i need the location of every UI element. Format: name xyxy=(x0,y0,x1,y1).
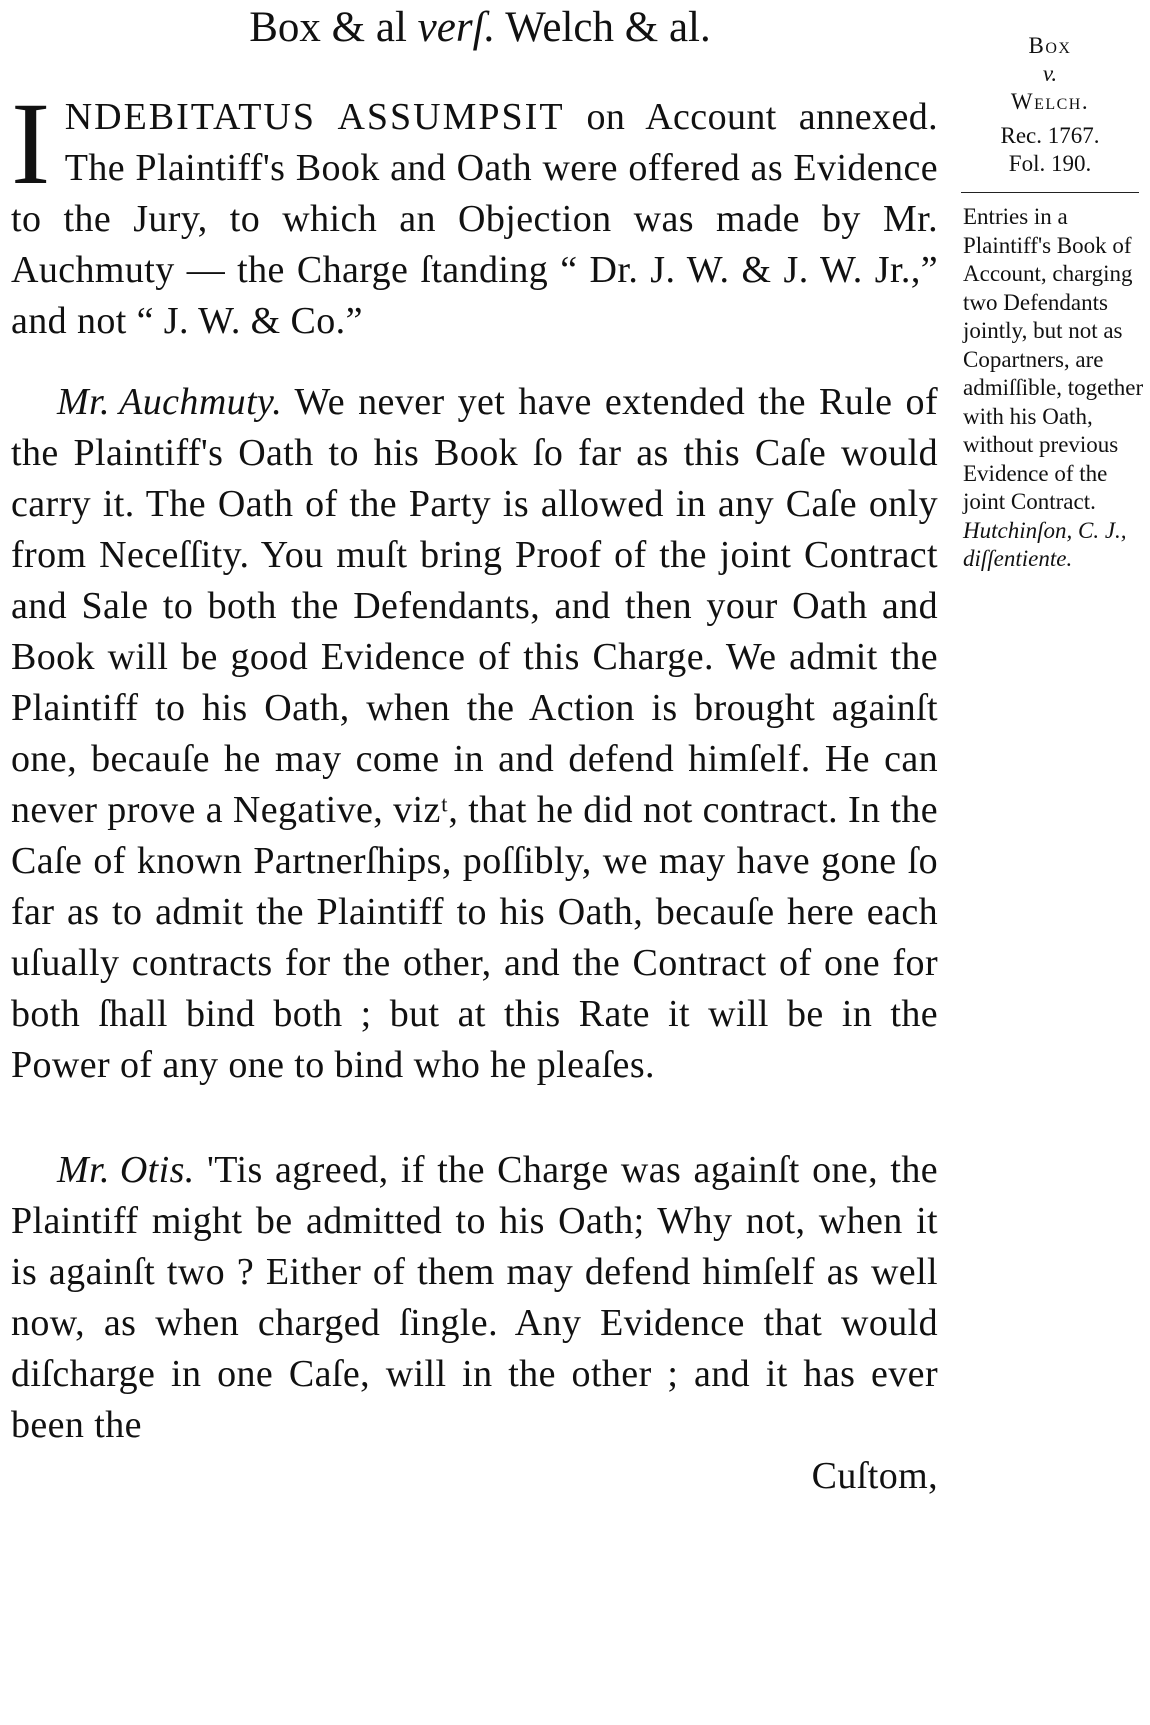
margin-divider xyxy=(961,192,1139,193)
auchmuty-text: We never yet have extended the Rule of the Plaintiff's Oath to his Book ſo far as this Caſe would carry it. The Oath of the Party is allowed in any Caſe only from Neceſſity. You muſt bring Proof of the joint Contract and Sale to both the Defendants, and then your Oath and Book will be good Evidence of this Charge. We admit the Plaintiff to his Oath, when the Action is brought againſt one, becauſe he may come in and defend himſelf. He can never prove a Negative, vizᵗ, that he did not contract. In the Caſe of known Partnerſhips, poſſibly, we may have gone ſo far as to admit the Plaintiff to his Oath, becauſe here each uſually contracts for the other, and the Contract of one for both ſhall bind both ; but at this Rate it will be in the Power of any one to bind who he pleaſes. xyxy=(11,381,938,1086)
headnote xyxy=(955,203,1145,574)
intro-text: on Account annexed. The Plaintiff's Book and Oath were offered as Evidence to the Jury, to which an Objection was made by Mr. Auchmuty — the Charge ſtanding “ Dr. J. W. & J. W. Jr.,” and not “ J. W. & Co.” xyxy=(11,96,939,342)
record-folio: Fol. 190. xyxy=(1008,151,1092,176)
page-title xyxy=(0,2,960,54)
case-reference xyxy=(955,32,1145,116)
speaker-otis: Mr. Otis. xyxy=(57,1149,195,1191)
case-ref-defendant: Welch. xyxy=(1010,89,1090,114)
title-versus: verſ. xyxy=(417,4,496,51)
otis-paragraph xyxy=(11,1145,938,1451)
case-ref-plaintiff: Box xyxy=(1028,33,1072,58)
record-year: Rec. 1767. xyxy=(1000,123,1100,148)
margin-notes xyxy=(955,32,1145,574)
title-start: Box & al xyxy=(249,4,418,51)
otis-text: 'Tis agreed, if the Charge was againſt one, the Plaintiff might be admitted to his Oath; Why not, when it is againſt two ? Either of them may defend himſelf as well now, as when charged ſingle. Any Evidence that would diſcharge in one Caſe, will in the other ; and it has ever been the xyxy=(11,1149,938,1446)
headnote-text: Entries in a Plaintiff's Book of Account, charging two Defendants jointly, but not as Copartners, are admiſſible, together with his Oath, without previous Evidence of the joint Contract. xyxy=(963,204,1144,514)
title-end: Welch & al. xyxy=(495,4,711,51)
headnote-judge: Hutchinſon, C. J., diſſentiente. xyxy=(963,517,1127,571)
record-reference xyxy=(955,122,1145,178)
catchword: Cuſtom, xyxy=(811,1455,938,1497)
auchmuty-paragraph xyxy=(11,377,938,1091)
drop-cap: I xyxy=(11,78,51,209)
intro-lead-caps: NDEBITATUS ASSUMPSIT xyxy=(64,96,565,138)
case-ref-versus: v. xyxy=(1042,61,1058,86)
speaker-auchmuty: Mr. Auchmuty. xyxy=(57,381,283,423)
intro-paragraph xyxy=(11,78,939,347)
main-text xyxy=(11,78,939,1502)
